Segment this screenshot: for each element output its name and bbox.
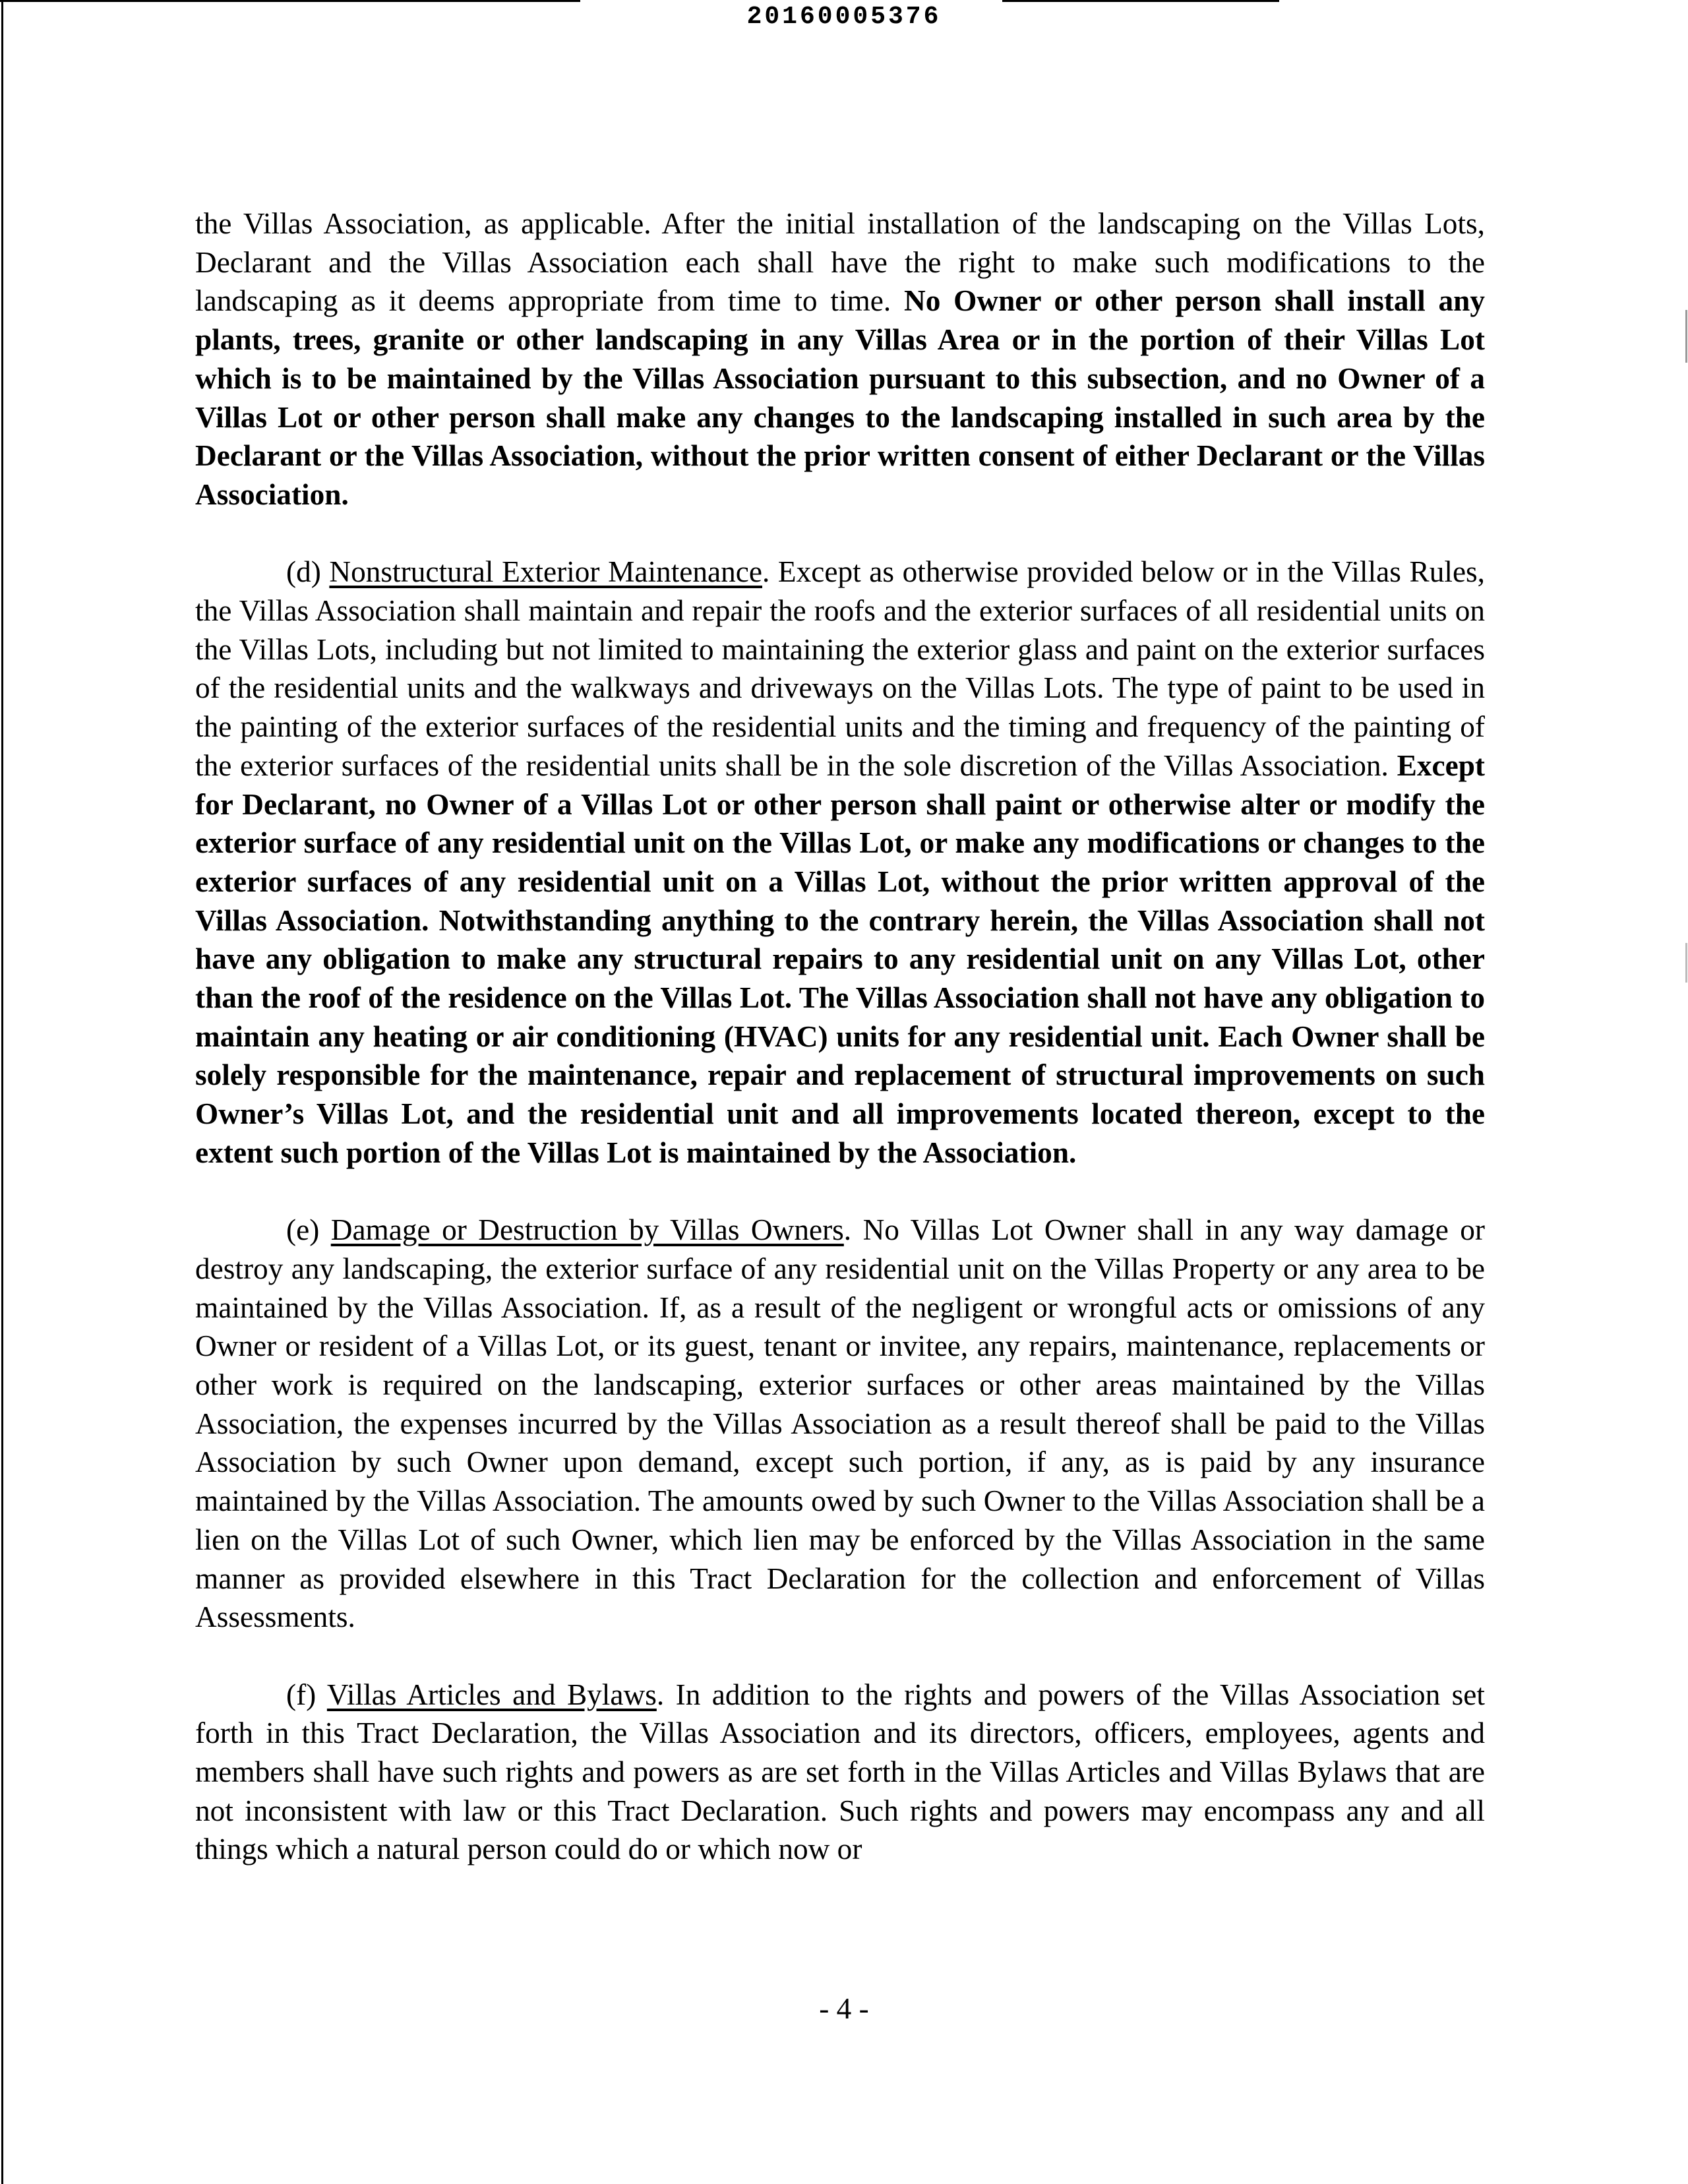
page-number: - 4 -: [819, 1992, 869, 2025]
paragraph-text: . Except as otherwise provided below or in the Villas Rules, the Villas Association shall maintain and repair the roofs and the exterior surfaces of all residential units on the Villas Lots, including but not limited to maintaining the exterior glass and paint on the exterior surfaces of the residential units and the walkways and driveways on the Villas Lots. The type of paint to be used in the painting of the exterior surfaces of the residential units and the timing and frequency of the painting of the exterior surfaces of the residential units shall be in the sole discretion of the Villas Association.: [195, 555, 1485, 782]
paragraph-text: the Villas Association, as applicable. After the initial installation of the landscaping on the Villas Lots, Declarant and the Villas Association each shall have the right to make such modifications to the landscaping as it deems appropriate from time to time.: [195, 207, 1485, 318]
scan-mark-right: [1685, 943, 1687, 983]
section-heading-nonstructural-exterior-maintenance: Nonstructural Exterior Maintenance: [329, 555, 762, 589]
paragraph-c-continued: [195, 204, 1485, 514]
paragraph-d: [195, 553, 1485, 1172]
paragraph-text: . In addition to the rights and powers of the Villas Association set forth in this Tract Declaration, the Villas Association and its directors, officers, employees, agents and members shall have such rights and powers as are set forth in the Villas Articles and Villas Bylaws that are not inconsistent with law or this Tract Declaration. Such rights and powers may encompass any and all things which a natural person could do or which now or: [195, 1678, 1485, 1866]
paragraph-f: [195, 1676, 1485, 1869]
section-heading-damage-or-destruction: Damage or Destruction by Villas Owners: [330, 1213, 844, 1247]
paragraph-e: [195, 1211, 1485, 1637]
section-heading-villas-articles-and-bylaws: Villas Articles and Bylaws: [326, 1678, 657, 1711]
scan-border-left: [1, 0, 3, 2184]
paragraph-bold-text: Except for Declarant, no Owner of a Villas Lot or other person shall paint or otherwise alter or modify the exterior surface of any residential unit on the Villas Lot, or make any modifications or changes to the exterior surfaces of any residential unit on a Villas Lot, without the prior written approval of the Villas Association. Notwithstanding anything to the contrary herein, the Villas Association shall not have any obligation to make any structural repairs to any residential unit on any Villas Lot, other than the roof of the residence on the Villas Lot. The Villas Association shall not have any obligation to maintain any heating or air conditioning (HVAC) units for any residential unit. Each Owner shall be solely responsible for the maintenance, repair and replacement of structural improvements on such Owner’s Villas Lot, and the residential unit and all improvements located thereon, except to the extent such portion of the Villas Lot is maintained by the Association.: [195, 748, 1485, 1169]
paragraph-text: . No Villas Lot Owner shall in any way damage or destroy any landscaping, the exterior surface of any residential unit on the Villas Property or any area to be maintained by the Villas Association. If, as a result of the negligent or wrongful acts or omissions of any Owner or resident of a Villas Lot, or its guest, tenant or invitee, any repairs, maintenance, replacements or other work is required on the landscaping, exterior surfaces or other areas maintained by the Villas Association, the expenses incurred by the Villas Association as a result thereof shall be paid to the Villas Association by such Owner upon demand, except such portion, if any, as is paid by any insurance maintained by the Villas Association. The amounts owed by such Owner to the Villas Association shall be a lien on the Villas Lot of such Owner, which lien may be enforced by the Villas Association in the same manner as provided elsewhere in this Tract Declaration for the collection and enforcement of Villas Assessments.: [195, 1213, 1485, 1634]
paragraph-bold-text: No Owner or other person shall install any plants, trees, granite or other landscaping in any Villas Area or in the portion of their Villas Lot which is to be maintained by the Villas Association pursuant to this subsection, and no Owner of a Villas Lot or other person shall make any changes to the landscaping installed in such area by the Declarant or the Villas Association, without the prior written consent of either Declarant or the Villas Association.: [195, 284, 1486, 511]
document-body: [195, 204, 1485, 1908]
paragraph-label: (f): [286, 1678, 327, 1711]
scan-border-top-right: [1002, 0, 1279, 2]
paragraph-label: (d): [286, 555, 330, 589]
recording-number: 20160005376: [746, 3, 942, 31]
scan-mark-right: [1685, 310, 1687, 363]
paragraph-label: (e): [286, 1213, 331, 1247]
scan-border-top-left: [0, 0, 580, 2]
